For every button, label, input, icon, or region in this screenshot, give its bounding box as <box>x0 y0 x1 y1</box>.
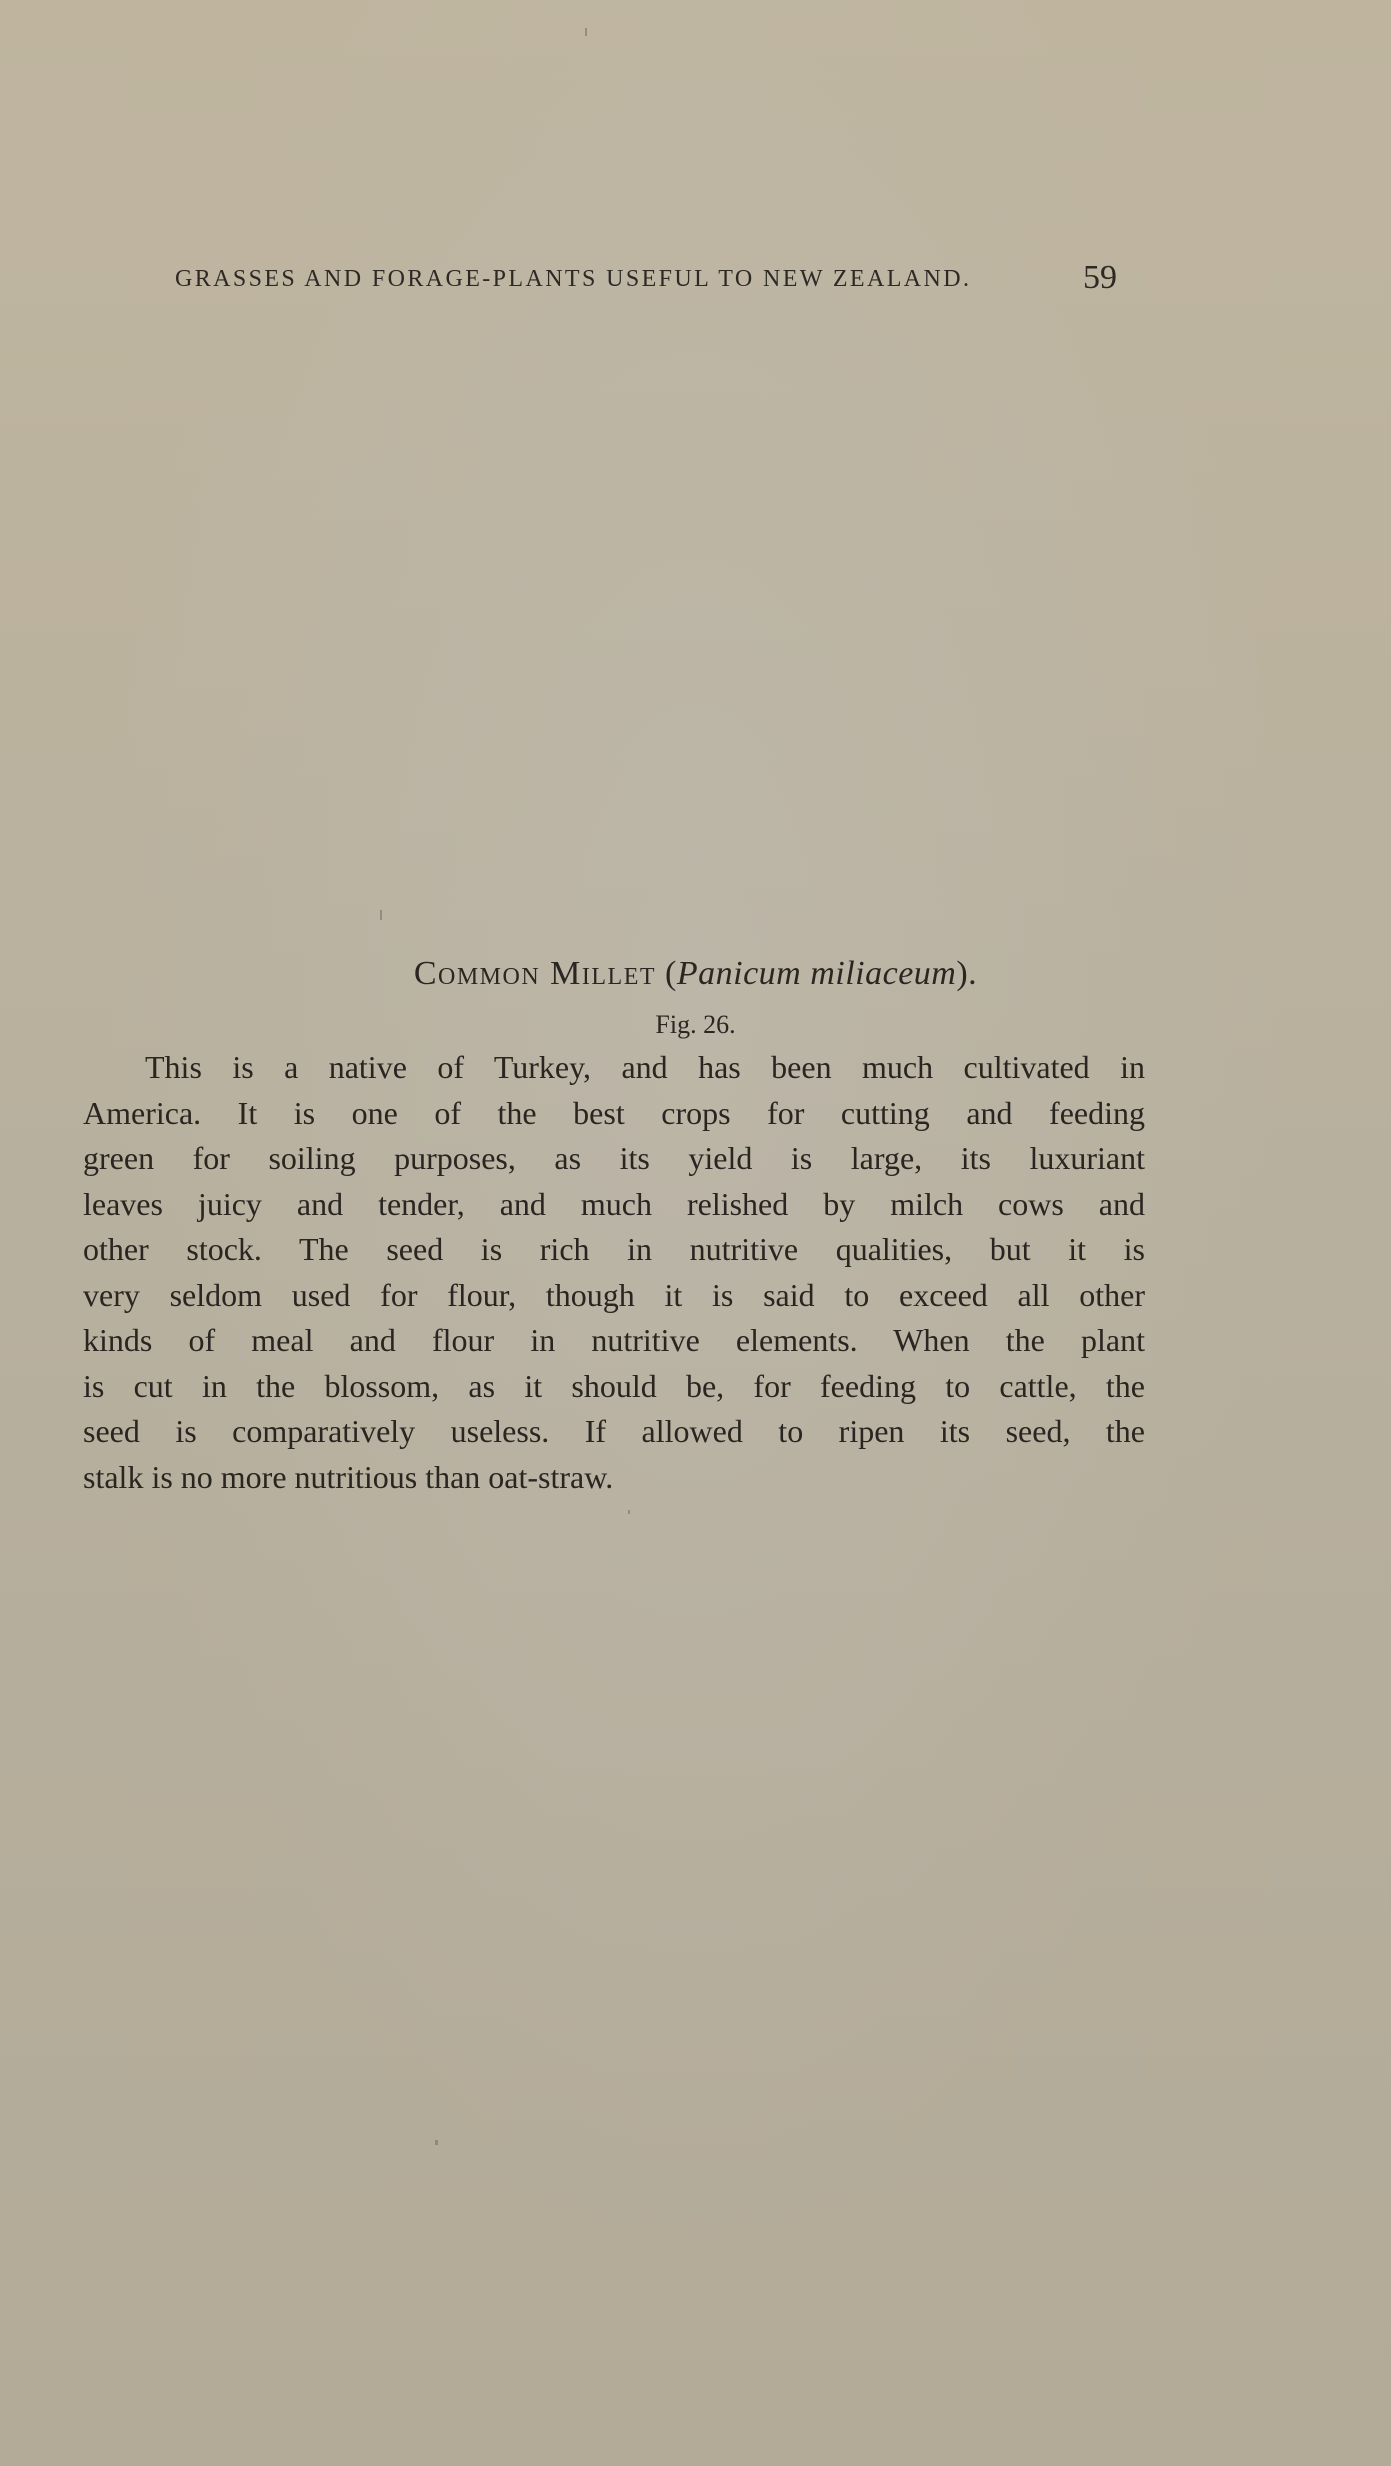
heading-common-name: Common Millet <box>413 955 657 992</box>
paragraph-line: is cut in the blossom, as it should be, for feeding to cattle, the <box>83 1367 1145 1404</box>
paragraph-line: kinds of meal and flour in nutritive elements. When the plant <box>83 1322 1145 1358</box>
heading-latin-name: Panicum miliaceum <box>676 955 957 992</box>
heading-paren-open: ( <box>665 955 677 992</box>
paragraph-line: leaves juicy and tender, and much relished by milch cows and <box>83 1185 1145 1222</box>
paragraph-line: other stock. The seed is rich in nutritive qualities, but it is <box>83 1231 1145 1267</box>
heading-paren-close: ). <box>956 955 978 992</box>
running-title: GRASSES AND FORAGE-PLANTS USEFUL TO NEW ZEALAND. <box>175 266 972 292</box>
paragraph-line: America. It is one of the best crops for cutting and feeding <box>83 1094 1145 1131</box>
paper-speck <box>628 1510 630 1514</box>
figure-label: Fig. 26. <box>655 1010 736 1039</box>
paper-speck <box>380 910 382 920</box>
paragraph-line: seed is comparatively useless. If allowed to ripen its seed, the <box>83 1413 1145 1449</box>
page-number: 59 <box>1083 259 1117 296</box>
paragraph-line: green for soiling purposes, as its yield is large, its luxuriant <box>83 1140 1145 1176</box>
paper-speck <box>435 2140 438 2145</box>
running-header <box>175 259 1147 302</box>
paragraph-line: very seldom used for flour, though it is said to exceed all other <box>83 1276 1145 1313</box>
paper-speck <box>585 28 587 36</box>
paragraph-line: This is a native of Turkey, and has been much cultivated in <box>145 1049 1145 1085</box>
paragraph-line: stalk is no more nutritious than oat-straw. <box>83 1458 614 1495</box>
body-paragraph <box>83 1045 1145 1500</box>
section-heading <box>0 955 1391 993</box>
